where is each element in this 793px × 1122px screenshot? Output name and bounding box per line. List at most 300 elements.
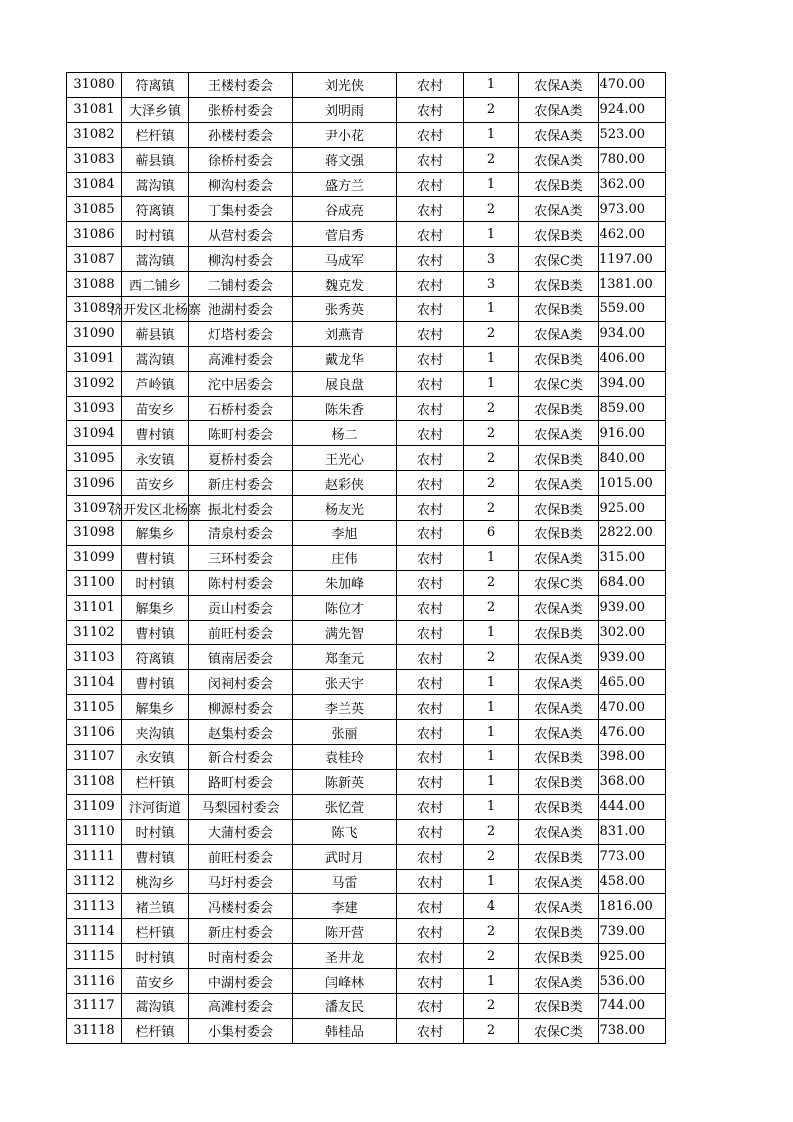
name-cell: 李旭 <box>293 521 397 546</box>
name-cell: 陈朱香 <box>293 396 397 421</box>
name-cell: 魏克发 <box>293 272 397 297</box>
town-cell: 栏杆镇 <box>122 919 189 944</box>
village-cell: 石桥村委会 <box>189 396 293 421</box>
count-cell: 2 <box>464 496 519 521</box>
amount-cell: 470.00 <box>599 73 666 98</box>
type-cell: 农村 <box>397 545 464 570</box>
type-cell: 农村 <box>397 297 464 322</box>
count-cell: 1 <box>464 745 519 770</box>
amount-cell: 1197.00 <box>599 247 666 272</box>
count-cell: 2 <box>464 919 519 944</box>
town-cell: 解集乡 <box>122 521 189 546</box>
village-cell: 夏桥村委会 <box>189 446 293 471</box>
count-cell: 1 <box>464 297 519 322</box>
town-cell: 栏杆镇 <box>122 122 189 147</box>
village-cell: 小集村委会 <box>189 1018 293 1043</box>
town-cell: 大泽乡镇 <box>122 97 189 122</box>
village-cell: 灯塔村委会 <box>189 321 293 346</box>
id-cell: 31086 <box>67 222 122 247</box>
name-cell: 刘光侠 <box>293 73 397 98</box>
amount-cell: 1816.00 <box>599 894 666 919</box>
table-row <box>67 147 666 172</box>
count-cell: 2 <box>464 147 519 172</box>
table-row <box>67 197 666 222</box>
count-cell: 2 <box>464 595 519 620</box>
town-cell: 永安镇 <box>122 745 189 770</box>
table-row <box>67 919 666 944</box>
count-cell: 1 <box>464 869 519 894</box>
category-cell: 农保A类 <box>519 695 599 720</box>
village-cell: 陈村村委会 <box>189 570 293 595</box>
name-cell: 展良盘 <box>293 371 397 396</box>
count-cell: 2 <box>464 446 519 471</box>
type-cell: 农村 <box>397 222 464 247</box>
category-cell: 农保A类 <box>519 595 599 620</box>
count-cell: 2 <box>464 97 519 122</box>
count-cell: 2 <box>464 321 519 346</box>
amount-cell: 780.00 <box>599 147 666 172</box>
village-cell: 新合村委会 <box>189 745 293 770</box>
id-cell: 31101 <box>67 595 122 620</box>
count-cell: 1 <box>464 670 519 695</box>
type-cell: 农村 <box>397 272 464 297</box>
category-cell: 农保B类 <box>519 272 599 297</box>
name-cell: 朱加峰 <box>293 570 397 595</box>
count-cell: 2 <box>464 844 519 869</box>
table-row <box>67 969 666 994</box>
name-cell: 马雷 <box>293 869 397 894</box>
table-row <box>67 545 666 570</box>
town-cell <box>110 496 202 521</box>
town-cell: 苗安乡 <box>122 471 189 496</box>
table-row <box>67 321 666 346</box>
name-cell: 尹小花 <box>293 122 397 147</box>
type-cell: 农村 <box>397 919 464 944</box>
name-cell: 郑奎元 <box>293 645 397 670</box>
type-cell: 农村 <box>397 1018 464 1043</box>
table-row <box>67 993 666 1018</box>
name-cell: 闫峰林 <box>293 969 397 994</box>
id-cell: 31083 <box>67 147 122 172</box>
amount-cell: 362.00 <box>599 172 666 197</box>
category-cell: 农保A类 <box>519 645 599 670</box>
name-cell: 张天宇 <box>293 670 397 695</box>
id-cell: 31097 <box>67 496 122 521</box>
count-cell: 2 <box>464 1018 519 1043</box>
table-row <box>67 496 666 521</box>
type-cell: 农村 <box>397 97 464 122</box>
category-cell: 农保A类 <box>519 720 599 745</box>
type-cell: 农村 <box>397 745 464 770</box>
category-cell: 农保B类 <box>519 396 599 421</box>
table-body <box>67 73 666 1044</box>
village-cell: 丁集村委会 <box>189 197 293 222</box>
amount-cell: 934.00 <box>599 321 666 346</box>
amount-cell: 925.00 <box>599 944 666 969</box>
town-cell: 汴河街道 <box>122 794 189 819</box>
village-cell: 马梨园村委会 <box>189 794 293 819</box>
id-cell: 31118 <box>67 1018 122 1043</box>
amount-cell: 684.00 <box>599 570 666 595</box>
id-cell: 31113 <box>67 894 122 919</box>
village-cell: 王楼村委会 <box>189 73 293 98</box>
name-cell: 王光心 <box>293 446 397 471</box>
count-cell: 2 <box>464 471 519 496</box>
count-cell: 1 <box>464 222 519 247</box>
count-cell: 1 <box>464 695 519 720</box>
name-cell: 张丽 <box>293 720 397 745</box>
table-row <box>67 247 666 272</box>
type-cell: 农村 <box>397 446 464 471</box>
village-cell: 前旺村委会 <box>189 844 293 869</box>
name-cell: 武时月 <box>293 844 397 869</box>
type-cell: 农村 <box>397 844 464 869</box>
village-cell: 从营村委会 <box>189 222 293 247</box>
amount-cell: 523.00 <box>599 122 666 147</box>
count-cell: 2 <box>464 819 519 844</box>
town-cell: 芦岭镇 <box>122 371 189 396</box>
name-cell: 李兰英 <box>293 695 397 720</box>
category-cell: 农保C类 <box>519 570 599 595</box>
category-cell: 农保A类 <box>519 545 599 570</box>
town-cell: 符离镇 <box>122 73 189 98</box>
table-row <box>67 421 666 446</box>
type-cell: 农村 <box>397 944 464 969</box>
table-row <box>67 1018 666 1043</box>
table-row <box>67 297 666 322</box>
name-cell: 刘燕青 <box>293 321 397 346</box>
amount-cell: 470.00 <box>599 695 666 720</box>
table-row <box>67 769 666 794</box>
id-cell: 31104 <box>67 670 122 695</box>
village-cell: 沱中居委会 <box>189 371 293 396</box>
category-cell: 农保B类 <box>519 346 599 371</box>
id-cell: 31103 <box>67 645 122 670</box>
name-cell: 陈新英 <box>293 769 397 794</box>
category-cell: 农保A类 <box>519 97 599 122</box>
amount-cell: 739.00 <box>599 919 666 944</box>
id-cell: 31116 <box>67 969 122 994</box>
id-cell: 31105 <box>67 695 122 720</box>
town-cell: 蒿沟镇 <box>122 247 189 272</box>
id-cell: 31098 <box>67 521 122 546</box>
amount-cell: 302.00 <box>599 620 666 645</box>
name-cell: 陈飞 <box>293 819 397 844</box>
amount-cell: 398.00 <box>599 745 666 770</box>
village-cell: 张桥村委会 <box>189 97 293 122</box>
table-row <box>67 720 666 745</box>
category-cell: 农保A类 <box>519 471 599 496</box>
name-cell: 马成军 <box>293 247 397 272</box>
village-cell: 高滩村委会 <box>189 993 293 1018</box>
village-cell: 新庄村委会 <box>189 919 293 944</box>
type-cell: 农村 <box>397 73 464 98</box>
table-row <box>67 944 666 969</box>
type-cell: 农村 <box>397 122 464 147</box>
town-cell: 永安镇 <box>122 446 189 471</box>
village-cell: 冯楼村委会 <box>189 894 293 919</box>
town-text: 济开发区北杨寨 <box>110 303 202 319</box>
id-cell: 31088 <box>67 272 122 297</box>
village-cell: 前旺村委会 <box>189 620 293 645</box>
village-cell: 柳源村委会 <box>189 695 293 720</box>
id-cell: 31095 <box>67 446 122 471</box>
count-cell: 3 <box>464 247 519 272</box>
name-cell: 杨二 <box>293 421 397 446</box>
name-cell: 庄伟 <box>293 545 397 570</box>
town-cell: 符离镇 <box>122 197 189 222</box>
type-cell: 农村 <box>397 620 464 645</box>
table-row <box>67 620 666 645</box>
town-cell: 曹村镇 <box>122 844 189 869</box>
name-cell: 圣井龙 <box>293 944 397 969</box>
type-cell: 农村 <box>397 993 464 1018</box>
amount-cell: 916.00 <box>599 421 666 446</box>
id-cell: 31102 <box>67 620 122 645</box>
category-cell: 农保B类 <box>519 769 599 794</box>
id-cell: 31089 <box>67 297 122 322</box>
name-cell: 戴龙华 <box>293 346 397 371</box>
category-cell: 农保A类 <box>519 421 599 446</box>
village-cell: 柳沟村委会 <box>189 247 293 272</box>
category-cell: 农保A类 <box>519 122 599 147</box>
category-cell: 农保A类 <box>519 969 599 994</box>
category-cell: 农保B类 <box>519 794 599 819</box>
table-row <box>67 172 666 197</box>
town-cell: 褚兰镇 <box>122 894 189 919</box>
table-row <box>67 371 666 396</box>
count-cell: 2 <box>464 396 519 421</box>
village-cell: 时南村委会 <box>189 944 293 969</box>
category-cell: 农保A类 <box>519 73 599 98</box>
type-cell: 农村 <box>397 969 464 994</box>
id-cell: 31091 <box>67 346 122 371</box>
type-cell: 农村 <box>397 794 464 819</box>
table-row <box>67 645 666 670</box>
id-cell: 31093 <box>67 396 122 421</box>
type-cell: 农村 <box>397 645 464 670</box>
count-cell: 1 <box>464 73 519 98</box>
town-cell: 蒿沟镇 <box>122 993 189 1018</box>
amount-cell: 476.00 <box>599 720 666 745</box>
town-cell: 栏杆镇 <box>122 1018 189 1043</box>
table-row <box>67 595 666 620</box>
count-cell: 1 <box>464 769 519 794</box>
village-cell: 闵祠村委会 <box>189 670 293 695</box>
type-cell: 农村 <box>397 421 464 446</box>
id-cell: 31111 <box>67 844 122 869</box>
amount-cell: 465.00 <box>599 670 666 695</box>
village-cell: 镇南居委会 <box>189 645 293 670</box>
amount-cell: 368.00 <box>599 769 666 794</box>
type-cell: 农村 <box>397 247 464 272</box>
id-cell: 31109 <box>67 794 122 819</box>
name-cell: 张忆萱 <box>293 794 397 819</box>
village-cell: 赵集村委会 <box>189 720 293 745</box>
table-row <box>67 122 666 147</box>
name-cell: 刘明雨 <box>293 97 397 122</box>
category-cell: 农保C类 <box>519 1018 599 1043</box>
village-cell: 柳沟村委会 <box>189 172 293 197</box>
town-cell: 解集乡 <box>122 695 189 720</box>
village-cell: 贡山村委会 <box>189 595 293 620</box>
town-cell: 苗安乡 <box>122 396 189 421</box>
category-cell: 农保A类 <box>519 670 599 695</box>
category-cell: 农保B类 <box>519 944 599 969</box>
id-cell: 31096 <box>67 471 122 496</box>
type-cell: 农村 <box>397 371 464 396</box>
count-cell: 2 <box>464 421 519 446</box>
town-cell: 蒿沟镇 <box>122 172 189 197</box>
category-cell: 农保B类 <box>519 172 599 197</box>
id-cell: 31084 <box>67 172 122 197</box>
village-cell: 二铺村委会 <box>189 272 293 297</box>
village-cell: 陈町村委会 <box>189 421 293 446</box>
table-row <box>67 222 666 247</box>
id-cell: 31082 <box>67 122 122 147</box>
count-cell: 2 <box>464 993 519 1018</box>
table-row <box>67 745 666 770</box>
count-cell: 2 <box>464 197 519 222</box>
type-cell: 农村 <box>397 321 464 346</box>
type-cell: 农村 <box>397 869 464 894</box>
name-cell: 满先智 <box>293 620 397 645</box>
name-cell: 潘友民 <box>293 993 397 1018</box>
town-cell: 曹村镇 <box>122 545 189 570</box>
count-cell: 1 <box>464 969 519 994</box>
type-cell: 农村 <box>397 172 464 197</box>
category-cell: 农保A类 <box>519 869 599 894</box>
town-cell: 符离镇 <box>122 645 189 670</box>
name-cell: 袁桂玲 <box>293 745 397 770</box>
amount-cell: 939.00 <box>599 645 666 670</box>
category-cell: 农保A类 <box>519 894 599 919</box>
count-cell: 2 <box>464 570 519 595</box>
name-cell: 菅启秀 <box>293 222 397 247</box>
type-cell: 农村 <box>397 496 464 521</box>
id-cell: 31100 <box>67 570 122 595</box>
table-row <box>67 97 666 122</box>
type-cell: 农村 <box>397 147 464 172</box>
amount-cell: 462.00 <box>599 222 666 247</box>
town-cell: 时村镇 <box>122 944 189 969</box>
table-row <box>67 794 666 819</box>
amount-cell: 458.00 <box>599 869 666 894</box>
category-cell: 农保B类 <box>519 745 599 770</box>
count-cell: 6 <box>464 521 519 546</box>
amount-cell: 394.00 <box>599 371 666 396</box>
type-cell: 农村 <box>397 819 464 844</box>
amount-cell: 2822.00 <box>599 521 666 546</box>
type-cell: 农村 <box>397 570 464 595</box>
table-row <box>67 695 666 720</box>
town-cell: 时村镇 <box>122 570 189 595</box>
amount-cell: 1381.00 <box>599 272 666 297</box>
id-cell: 31081 <box>67 97 122 122</box>
category-cell: 农保B类 <box>519 297 599 322</box>
amount-cell: 924.00 <box>599 97 666 122</box>
amount-cell: 738.00 <box>599 1018 666 1043</box>
amount-cell: 315.00 <box>599 545 666 570</box>
count-cell: 1 <box>464 346 519 371</box>
town-cell: 蕲县镇 <box>122 321 189 346</box>
name-cell: 杨友光 <box>293 496 397 521</box>
table-row <box>67 570 666 595</box>
type-cell: 农村 <box>397 197 464 222</box>
id-cell: 31108 <box>67 769 122 794</box>
village-cell: 中湖村委会 <box>189 969 293 994</box>
village-cell: 路町村委会 <box>189 769 293 794</box>
category-cell: 农保B类 <box>519 993 599 1018</box>
count-cell: 1 <box>464 620 519 645</box>
name-cell: 谷成亮 <box>293 197 397 222</box>
type-cell: 农村 <box>397 894 464 919</box>
name-cell: 陈开营 <box>293 919 397 944</box>
id-cell: 31110 <box>67 819 122 844</box>
table-row <box>67 446 666 471</box>
category-cell: 农保B类 <box>519 620 599 645</box>
table-row <box>67 346 666 371</box>
amount-cell: 973.00 <box>599 197 666 222</box>
name-cell: 赵彩侠 <box>293 471 397 496</box>
category-cell: 农保B类 <box>519 496 599 521</box>
table-row <box>67 894 666 919</box>
id-cell: 31112 <box>67 869 122 894</box>
name-cell: 韩桂品 <box>293 1018 397 1043</box>
village-cell: 大蒲村委会 <box>189 819 293 844</box>
amount-cell: 1015.00 <box>599 471 666 496</box>
id-cell: 31092 <box>67 371 122 396</box>
category-cell: 农保C类 <box>519 247 599 272</box>
category-cell: 农保B类 <box>519 446 599 471</box>
amount-cell: 831.00 <box>599 819 666 844</box>
name-cell: 蒋文强 <box>293 147 397 172</box>
town-cell: 时村镇 <box>122 819 189 844</box>
town-cell: 时村镇 <box>122 222 189 247</box>
village-cell: 清泉村委会 <box>189 521 293 546</box>
type-cell: 农村 <box>397 769 464 794</box>
amount-cell: 406.00 <box>599 346 666 371</box>
type-cell: 农村 <box>397 396 464 421</box>
village-cell: 高滩村委会 <box>189 346 293 371</box>
count-cell: 4 <box>464 894 519 919</box>
category-cell: 农保B类 <box>519 919 599 944</box>
town-cell: 蕲县镇 <box>122 147 189 172</box>
id-cell: 31080 <box>67 73 122 98</box>
type-cell: 农村 <box>397 595 464 620</box>
category-cell: 农保A类 <box>519 197 599 222</box>
type-cell: 农村 <box>397 346 464 371</box>
table-row <box>67 670 666 695</box>
amount-cell: 744.00 <box>599 993 666 1018</box>
id-cell: 31115 <box>67 944 122 969</box>
count-cell: 2 <box>464 645 519 670</box>
id-cell: 31085 <box>67 197 122 222</box>
town-cell: 蒿沟镇 <box>122 346 189 371</box>
name-cell: 陈位才 <box>293 595 397 620</box>
amount-cell: 773.00 <box>599 844 666 869</box>
category-cell: 农保A类 <box>519 321 599 346</box>
count-cell: 1 <box>464 172 519 197</box>
id-cell: 31090 <box>67 321 122 346</box>
town-cell: 栏杆镇 <box>122 769 189 794</box>
amount-cell: 939.00 <box>599 595 666 620</box>
table-row <box>67 869 666 894</box>
count-cell: 1 <box>464 720 519 745</box>
town-cell: 苗安乡 <box>122 969 189 994</box>
table-row <box>67 521 666 546</box>
town-cell: 西二铺乡 <box>122 272 189 297</box>
